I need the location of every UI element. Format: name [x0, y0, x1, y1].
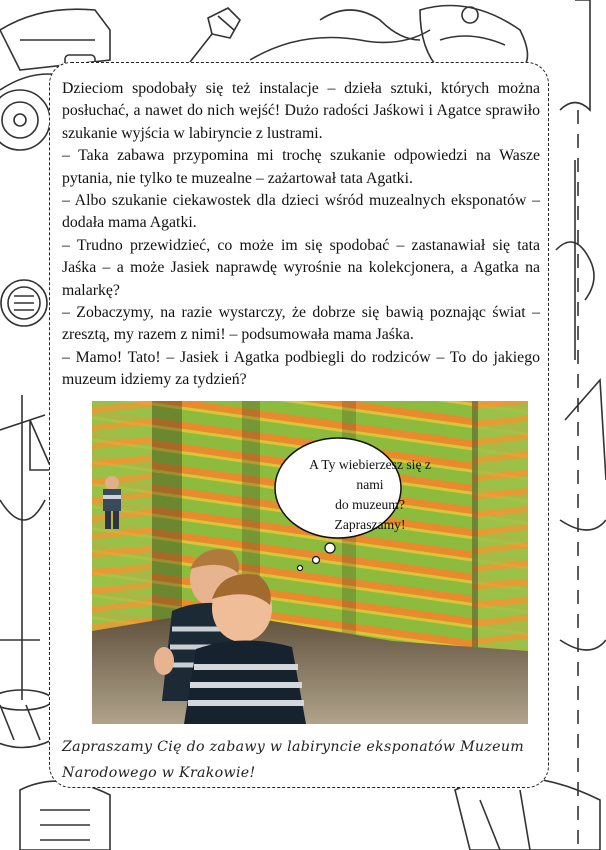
- paragraph: – Zobaczymy, na razie wystarczy, że dobrze się bawią poznając świat – zresztą, my razem z nimi! – podsumowała mama Jaśka.: [62, 304, 540, 344]
- paragraph: – Mamo! Tato! – Jasiek i Agatka podbiegli do rodziców – To do jakiego muzeum idziemy za tydzień?: [62, 348, 540, 389]
- right-ornament-icon: [560, 0, 590, 110]
- mace-outline-icon: [190, 8, 240, 62]
- scales-outline-icon: [0, 395, 52, 700]
- lamp-outline-icon: [320, 6, 528, 71]
- invitation-text: [62, 734, 548, 786]
- invitation-line: Zapraszamy Cię do zabawy w labiryncie eksponatów Muzeum: [62, 739, 525, 755]
- rope-outline-icon: [250, 30, 430, 60]
- invitation-line: Narodowego w Krakowie!: [62, 765, 256, 781]
- coin-outline-icon: [1, 280, 47, 326]
- bubble-line: Zapraszamy!: [334, 517, 406, 532]
- pharaoh-outline-icon: [20, 781, 110, 850]
- bubble-text: [300, 455, 440, 535]
- paragraph: – Albo szukanie ciekawostek dla dzieci wśród muzealnych eksponatów – dodała mama Agatki.: [62, 192, 540, 232]
- paragraph: – Trudno przewidzieć, co może im się spodobać – zastanawiał się tata Jaśka – a może Jasiek naprawdę wyrośnie na kolekcjonera, a Agatka na malarkę?: [62, 236, 540, 299]
- drum-outline-icon: [0, 690, 52, 748]
- bubble-line: do muzeum?: [335, 497, 405, 512]
- labyrinth-photo: [92, 401, 528, 724]
- paragraph: Dzieciom spodobały się też instalacje – dzieła sztuki, których można posłuchać, a nawet do nich wejść! Dużo radości Jaśkowi i Agatce sprawiło szukanie wyjścia w labiryncie z lustrami.: [62, 80, 540, 142]
- story-text: [62, 78, 540, 392]
- bubble-line: A Ty wiebierzesz się z nami: [309, 457, 431, 492]
- paragraph: – Taka zabawa przypomina mi trochę szukanie odpowiedzi na Wasze pytania, nie tylko te muzealne – zażartował tata Agatki.: [62, 147, 540, 187]
